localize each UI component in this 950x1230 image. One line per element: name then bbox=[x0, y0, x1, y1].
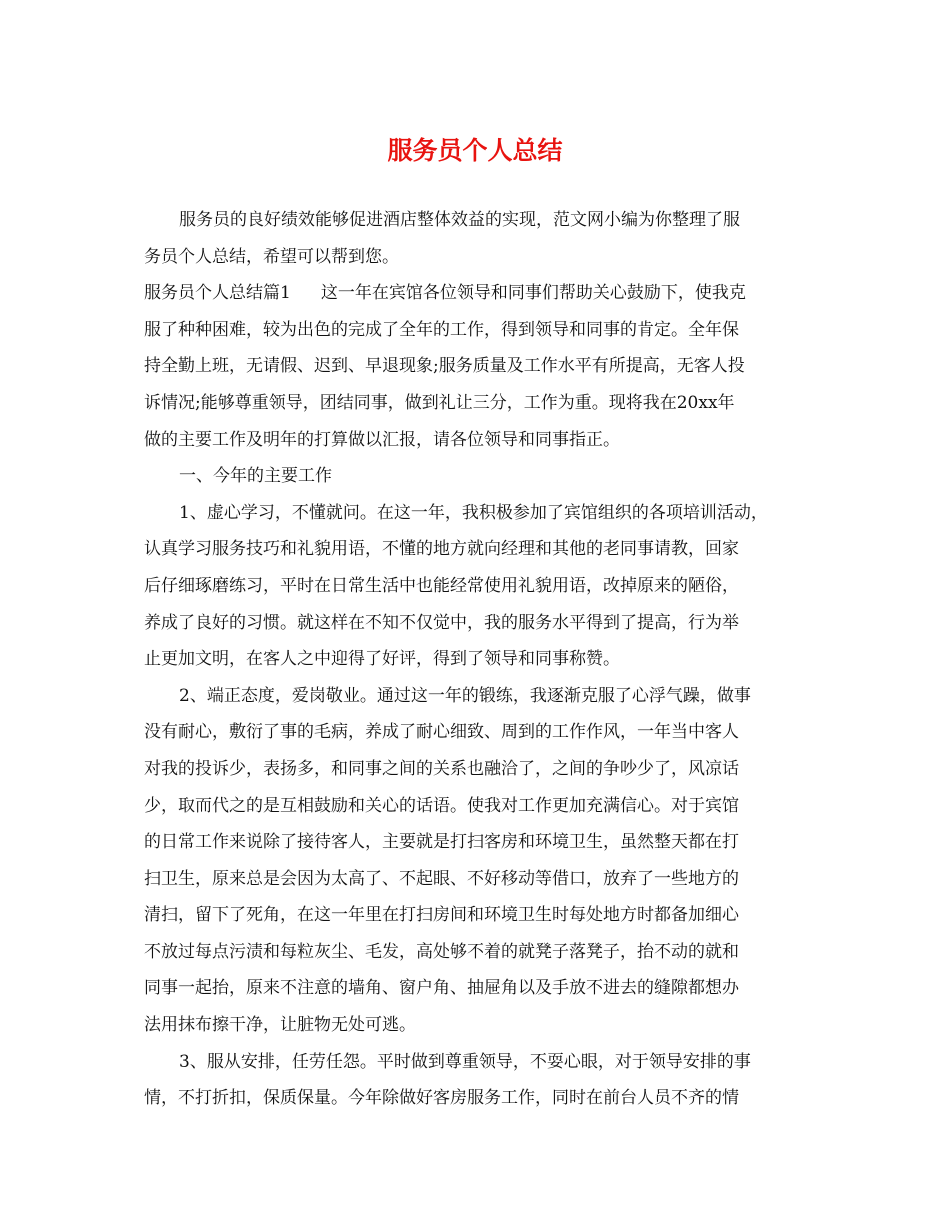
text-line bbox=[144, 531, 814, 568]
text-line bbox=[144, 385, 814, 422]
text-line-content: 清扫，留下了死角，在这一年里在打扫房间和环境卫生时每处地方时都备加细心 bbox=[144, 905, 739, 926]
document-title: 服务员个人总结 bbox=[387, 136, 563, 165]
text-line-content: 服务员个人总结篇1 bbox=[144, 283, 291, 304]
text-line bbox=[144, 1080, 814, 1117]
text-line-content: 1、虚心学习，不懂就问。在这一年，我积极参加了宾馆组织的各项培训活动， bbox=[179, 502, 768, 523]
text-line-content: 养成了良好的习惯。就这样在不知不仅觉中，我的服务水平得到了提高，行为举 bbox=[144, 612, 739, 633]
text-line-content: 一、今年的主要工作 bbox=[179, 466, 332, 487]
text-line-content: 诉情况;能够尊重领导，团结同事，做到礼让三分，工作为重。现将我在20xx年 bbox=[144, 392, 735, 413]
text-line bbox=[144, 970, 814, 1007]
text-line-content: 持全勤上班，无请假、迟到、早退现象;服务质量及工作水平有所提高，无客人投 bbox=[144, 356, 745, 377]
text-line-content: 止更加文明，在客人之中迎得了好评，得到了领导和同事称赞。 bbox=[144, 649, 620, 670]
text-line bbox=[144, 824, 814, 861]
text-line-content: 务员个人总结，希望可以帮到您。 bbox=[144, 246, 399, 267]
text-line bbox=[144, 422, 814, 459]
text-line bbox=[144, 1044, 814, 1081]
text-line bbox=[144, 202, 814, 239]
text-line-continuation: 这一年在宾馆各位领导和同事们帮助关心鼓励下，使我克 bbox=[320, 283, 746, 304]
text-line-content: 法用抹布擦干净，让脏物无处可逃。 bbox=[144, 1015, 416, 1036]
text-line bbox=[144, 934, 814, 971]
text-line-content: 认真学习服务技巧和礼貌用语，不懂的地方就向经理和其他的老同事请教，回家 bbox=[144, 539, 739, 560]
text-line bbox=[144, 678, 814, 715]
text-line bbox=[144, 275, 814, 312]
text-line-content: 服了种种困难，较为出色的完成了全年的工作，得到领导和同事的肯定。全年保 bbox=[144, 319, 739, 340]
text-line bbox=[144, 605, 814, 642]
text-line bbox=[144, 788, 814, 825]
text-line-content: 对我的投诉少，表扬多，和同事之间的关系也融洽了，之间的争吵少了，风凉话 bbox=[144, 758, 739, 779]
text-line bbox=[144, 714, 814, 751]
text-line bbox=[144, 897, 814, 934]
text-line bbox=[144, 239, 814, 276]
text-line bbox=[144, 312, 814, 349]
text-line bbox=[144, 458, 814, 495]
text-line bbox=[144, 1007, 814, 1044]
text-line-content: 2、端正态度，爱岗敬业。通过这一年的锻练，我逐渐克服了心浮气躁，做事 bbox=[179, 685, 751, 706]
text-line-content: 扫卫生，原来总是会因为太高了、不起眼、不好移动等借口，放弃了一些地方的 bbox=[144, 868, 739, 889]
text-line bbox=[144, 348, 814, 385]
document-body bbox=[144, 202, 814, 1117]
text-line-content: 不放过每点污渍和每粒灰尘、毛发，高处够不着的就凳子落凳子，抬不动的就和 bbox=[144, 941, 739, 962]
text-line-content: 做的主要工作及明年的打算做以汇报，请各位领导和同事指正。 bbox=[144, 429, 620, 450]
text-line-content: 情，不打折扣，保质保量。今年除做好客房服务工作，同时在前台人员不齐的情 bbox=[144, 1088, 739, 1109]
text-line-content: 服务员的良好绩效能够促进酒店整体效益的实现，范文网小编为你整理了服 bbox=[179, 210, 740, 230]
text-line-content: 同事一起抬，原来不注意的墙角、窗户角、抽屉角以及手放不进去的缝隙都想办 bbox=[144, 978, 739, 999]
text-line bbox=[144, 641, 814, 678]
text-line-content: 后仔细琢磨练习，平时在日常生活中也能经常使用礼貌用语，改掉原来的陋俗， bbox=[144, 575, 739, 596]
text-line bbox=[144, 495, 814, 532]
text-line-content: 的日常工作来说除了接待客人，主要就是打扫客房和环境卫生，虽然整天都在打 bbox=[144, 832, 739, 853]
text-line bbox=[144, 861, 814, 898]
text-line-content: 少，取而代之的是互相鼓励和关心的话语。使我对工作更加充满信心。对于宾馆 bbox=[144, 795, 739, 816]
text-line-content: 没有耐心，敷衍了事的毛病，养成了耐心细致、周到的工作作风，一年当中客人 bbox=[144, 722, 739, 743]
text-line bbox=[144, 751, 814, 788]
text-line-content: 3、服从安排，任劳任怨。平时做到尊重领导，不耍心眼，对于领导安排的事 bbox=[179, 1051, 751, 1072]
text-line bbox=[144, 568, 814, 605]
